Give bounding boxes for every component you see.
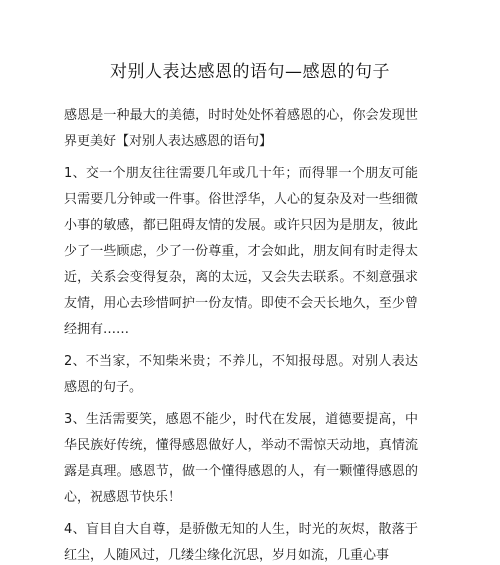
paragraph-3: 3、生活需要笑，感恩不能少，时代在发展，道德要提高，中华民族好传统，懂得感恩做好人，举动不需惊天动地，真情流露是真理。感恩节，做一个懂得感恩的人，有一颗懂得感恩的心，祝感恩节快乐！ xyxy=(64,412,418,505)
document-body xyxy=(64,103,418,565)
paragraph-4: 4、盲目自大自尊，是骄傲无知的人生，时光的灰烬，散落于红尘，人随风过，几缕尘缘化沉思，岁月如流，几重心事 xyxy=(64,522,418,563)
paragraph-1: 1、交一个朋友往往需要几年或几十年；而得罪一个朋友可能只需要几分钟或一件事。俗世浮华，人心的复杂及对一些细微小事的敏感，都已阻碍友情的发展。或许只因为是朋友，彼此少了一些顾虑，少了一份尊重，才会如此，朋友间有时走得太近，关系会变得复杂，离的太远，又会失去联系。不刻意强求友情，用心去珍惜呵护一份友情。即使不会天长地久，至少曾经拥有…… xyxy=(64,166,418,337)
document-title: 对别人表达感恩的语句—感恩的句子 xyxy=(110,62,390,82)
paragraph-2: 2、不当家，不知柴米贵；不养儿，不知报母恩。对别人表达感恩的句子。 xyxy=(64,354,418,395)
paragraph-intro: 感恩是一种最大的美德，时时处处怀着感恩的心，你会发现世界更美好【对别人表达感恩的语句】 xyxy=(64,108,418,149)
